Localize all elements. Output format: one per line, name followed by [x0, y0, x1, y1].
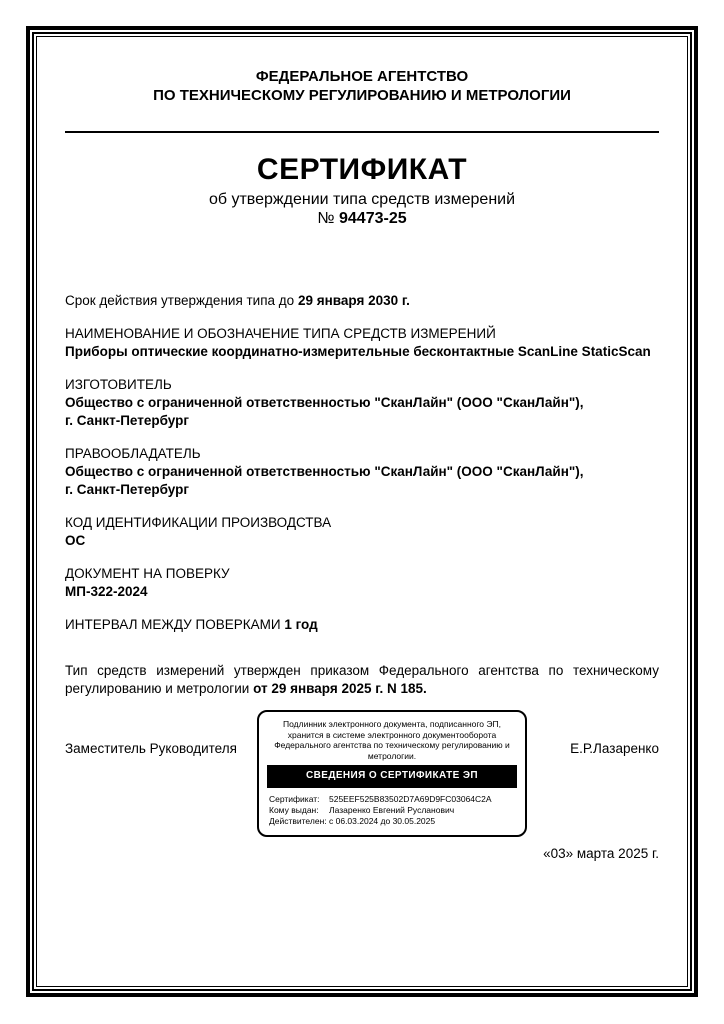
- verification-interval-value: 1 год: [284, 617, 318, 632]
- rights-holder-label: ПРАВООБЛАДАТЕЛЬ: [65, 446, 201, 461]
- rights-holder-city: г. Санкт-Петербург: [65, 482, 189, 497]
- stamp-issued-to-value: Лазаренко Евгений Русланович: [329, 805, 455, 815]
- signature-date: «03» марта 2025 г.: [543, 846, 659, 861]
- stamp-intro-line2: хранится в системе электронного документооборота: [287, 729, 497, 740]
- stamp-banner: СВЕДЕНИЯ О СЕРТИФИКАТЕ ЭП: [267, 765, 517, 788]
- validity-date: 29 января 2030 г.: [297, 293, 410, 308]
- stamp-intro-line3: Федерального агентства по техническому регулированию и: [274, 740, 510, 750]
- stamp-intro-line1: Подлинник электронного документа, подписанного ЭП,: [283, 719, 501, 729]
- certificate-number-value: 94473-25: [339, 210, 407, 227]
- signature-row: [65, 710, 659, 837]
- stamp-valid-row: [269, 816, 515, 827]
- production-code-label: КОД ИДЕНТИФИКАЦИИ ПРОИЗВОДСТВА: [65, 515, 332, 530]
- naming-label: НАИМЕНОВАНИЕ И ОБОЗНАЧЕНИЕ ТИПА СРЕДСТВ ИЗМЕРЕНИЙ: [65, 326, 496, 341]
- manufacturer-section: [65, 376, 659, 430]
- certificate-number: [65, 209, 659, 228]
- certificate-title: СЕРТИФИКАТ: [256, 153, 468, 186]
- header-divider: [65, 131, 659, 133]
- production-code-section: [65, 514, 659, 550]
- stamp-valid-value: с 06.03.2024 до 30.05.2025: [329, 816, 436, 826]
- stamp-certificate-label: Сертификат:: [269, 794, 320, 804]
- approval-text: Тип средств измерений утвержден приказом Федерального агентства по техническому регулированию и метрологии: [65, 663, 659, 696]
- signer-name: Е.Р.Лазаренко: [570, 741, 659, 756]
- stamp-intro: [269, 719, 515, 761]
- stamp-issued-to-row: [269, 805, 515, 816]
- certificate-frame-outer: [26, 26, 698, 997]
- manufacturer-label: ИЗГОТОВИТЕЛЬ: [65, 377, 172, 392]
- certificate-subtitle: об утверждении типа средств измерений: [208, 191, 516, 208]
- stamp-intro-line4: метрологии.: [367, 750, 417, 761]
- verification-interval-section: [65, 616, 659, 634]
- rights-holder-name: Общество с ограниченной ответственностью "СканЛайн" (ООО "СканЛайн"),: [65, 464, 584, 479]
- verification-document-label: ДОКУМЕНТ НА ПОВЕРКУ: [65, 566, 230, 581]
- agency-header-line1: ФЕДЕРАЛЬНОЕ АГЕНТСТВО: [255, 68, 469, 85]
- esignature-stamp: [257, 710, 527, 837]
- manufacturer-name: Общество с ограниченной ответственностью "СканЛайн" (ООО "СканЛайн"),: [65, 395, 584, 410]
- signer-position: Заместитель Руководителя: [65, 741, 237, 756]
- certificate-page: [36, 36, 688, 987]
- approval-paragraph: [65, 662, 659, 698]
- validity-section: [65, 292, 659, 310]
- rights-holder-section: [65, 445, 659, 499]
- agency-header-line2: ПО ТЕХНИЧЕСКОМУ РЕГУЛИРОВАНИЮ И МЕТРОЛОГИИ: [153, 87, 571, 104]
- manufacturer-city: г. Санкт-Петербург: [65, 413, 189, 428]
- certificate-body: [65, 292, 659, 863]
- stamp-certificate-row: [269, 794, 515, 805]
- stamp-issued-to-label: Кому выдан:: [269, 805, 319, 815]
- title-block: [65, 154, 659, 228]
- certificate-frame-middle: [32, 32, 692, 991]
- agency-header: [65, 67, 659, 105]
- naming-value: Приборы оптические координатно-измерительные бесконтактные ScanLine StaticScan: [65, 344, 651, 359]
- verification-document-section: [65, 565, 659, 601]
- production-code-value: ОС: [65, 533, 86, 548]
- stamp-certificate-value: 525EEF525B83502D7A69D9FC03064C2A: [329, 794, 492, 804]
- validity-text: Срок действия утверждения типа до: [65, 293, 295, 308]
- verification-interval-text: ИНТЕРВАЛ МЕЖДУ ПОВЕРКАМИ: [65, 617, 281, 632]
- naming-section: [65, 325, 659, 361]
- approval-order-date: от 29 января 2025 г. N 185.: [253, 681, 427, 696]
- stamp-valid-label: Действителен:: [269, 816, 327, 826]
- certificate-number-sign: №: [317, 210, 335, 227]
- stamp-details: [269, 794, 515, 827]
- verification-document-value: МП-322-2024: [65, 584, 148, 599]
